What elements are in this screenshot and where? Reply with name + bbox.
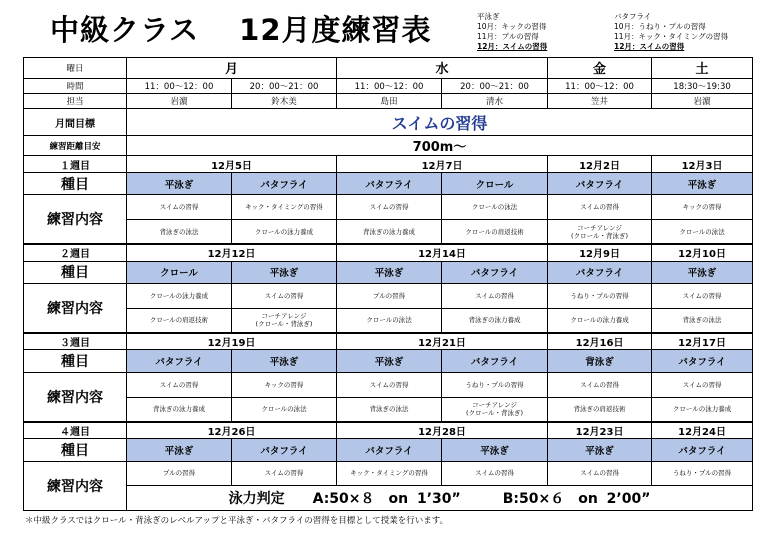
day-fri: 金 bbox=[548, 58, 652, 79]
content-cell: スイムの習得 bbox=[337, 372, 442, 397]
schedule-table bbox=[23, 57, 753, 511]
staff-cell: 岩濵 bbox=[652, 93, 753, 108]
note-line: 10月：うねり・プルの習得 bbox=[614, 22, 706, 31]
stroke-cell: 背泳ぎ bbox=[548, 350, 652, 373]
content-cell: クロールの肩返技術 bbox=[127, 308, 232, 333]
label-tantou: 担当 bbox=[24, 93, 127, 108]
week-label: １週目 bbox=[24, 156, 127, 172]
content-cell: スイムの習得 bbox=[232, 284, 337, 309]
time-cell: 11：00～12：00 bbox=[127, 78, 232, 93]
week-date: 12月21日 bbox=[337, 333, 548, 350]
stroke-cell: クロール bbox=[127, 261, 232, 284]
note-heading: 平泳ぎ bbox=[477, 12, 500, 21]
note-heading: バタフライ bbox=[614, 12, 652, 21]
label-naiyou: 練習内容 bbox=[24, 461, 127, 510]
time-cell: 20：00～21：00 bbox=[232, 78, 337, 93]
content-cell: スイムの習得 bbox=[652, 372, 753, 397]
content-cell: プルの習得 bbox=[127, 461, 232, 486]
content-cell: クロールの泳力養成 bbox=[232, 220, 337, 245]
week-date: 12月7日 bbox=[337, 156, 548, 172]
label-distance: 練習距離目安 bbox=[24, 135, 127, 156]
label-goal: 月間目標 bbox=[24, 109, 127, 136]
stroke-cell: 平泳ぎ bbox=[548, 439, 652, 462]
label-naiyou: 練習内容 bbox=[24, 372, 127, 421]
week-date: 12月5日 bbox=[127, 156, 337, 172]
stroke-cell: バタフライ bbox=[127, 350, 232, 373]
judgement-label: 泳力判定 bbox=[228, 491, 285, 508]
label-shumoku: 種目 bbox=[24, 261, 127, 284]
content-cell: クロールの泳力養成 bbox=[127, 284, 232, 309]
label-youbi: 曜日 bbox=[24, 58, 127, 79]
note-breaststroke bbox=[477, 12, 547, 52]
stroke-cell: バタフライ bbox=[337, 172, 442, 195]
week-date: 12月3日 bbox=[652, 156, 753, 172]
week-date: 12月10日 bbox=[652, 244, 753, 261]
note-line: 11月：キック・タイミングの習得 bbox=[614, 32, 729, 41]
content-cell: 背泳ぎの泳法 bbox=[127, 220, 232, 245]
content-cell: スイムの習得 bbox=[127, 372, 232, 397]
content-cell: 背泳ぎの泳法 bbox=[337, 397, 442, 422]
content-cell: 背泳ぎの泳力養成 bbox=[442, 308, 548, 333]
stroke-cell: バタフライ bbox=[652, 350, 753, 373]
content-cell: スイムの習得 bbox=[442, 461, 548, 486]
staff-cell: 清水 bbox=[442, 93, 548, 108]
title-main: 中級クラス bbox=[50, 13, 200, 47]
week-date: 12月28日 bbox=[337, 422, 548, 439]
stroke-cell: バタフライ bbox=[232, 439, 337, 462]
day-sat: 土 bbox=[652, 58, 753, 79]
content-cell: コーチアレンジ (クロール・背泳ぎ) bbox=[548, 220, 652, 245]
note-butterfly bbox=[614, 12, 728, 52]
content-cell: スイムの習得 bbox=[337, 195, 442, 220]
content-cell: スイムの習得 bbox=[548, 461, 652, 486]
content-cell: クロールの泳力養成 bbox=[652, 397, 753, 422]
stroke-cell: バタフライ bbox=[442, 350, 548, 373]
content-cell: プルの習得 bbox=[337, 284, 442, 309]
stroke-cell: バタフライ bbox=[442, 261, 548, 284]
content-cell: スイムの習得 bbox=[442, 284, 548, 309]
content-cell: クロールの泳力養成 bbox=[548, 308, 652, 333]
content-cell: スイムの習得 bbox=[652, 284, 753, 309]
stroke-cell: クロール bbox=[442, 172, 548, 195]
stroke-cell: 平泳ぎ bbox=[652, 261, 753, 284]
staff-cell: 島田 bbox=[337, 93, 442, 108]
note-line: 12月：スイムの習得 bbox=[614, 42, 685, 51]
week-date: 12月19日 bbox=[127, 333, 337, 350]
content-cell: うねり・プルの習得 bbox=[442, 372, 548, 397]
content-cell: スイムの習得 bbox=[548, 372, 652, 397]
content-cell: クロールの泳法 bbox=[337, 308, 442, 333]
week-date: 12月2日 bbox=[548, 156, 652, 172]
day-wed: 水 bbox=[337, 58, 548, 79]
week-date: 12月24日 bbox=[652, 422, 753, 439]
swim-judgement bbox=[127, 486, 753, 511]
staff-cell: 笠井 bbox=[548, 93, 652, 108]
staff-cell: 岩濵 bbox=[127, 93, 232, 108]
content-cell: 背泳ぎの泳力養成 bbox=[127, 397, 232, 422]
content-cell: キック・タイミングの習得 bbox=[232, 195, 337, 220]
content-cell: うねり・プルの習得 bbox=[652, 461, 753, 486]
week-date: 12月26日 bbox=[127, 422, 337, 439]
time-cell: 18:30～19:30 bbox=[652, 78, 753, 93]
content-cell: キックの習得 bbox=[232, 372, 337, 397]
stroke-cell: バタフライ bbox=[548, 261, 652, 284]
stroke-cell: 平泳ぎ bbox=[337, 350, 442, 373]
label-shumoku: 種目 bbox=[24, 439, 127, 462]
stroke-cell: 平泳ぎ bbox=[232, 350, 337, 373]
content-cell: 背泳ぎの肩返技術 bbox=[548, 397, 652, 422]
content-cell: クロールの泳法 bbox=[232, 397, 337, 422]
page-title bbox=[50, 8, 432, 49]
stroke-cell: 平泳ぎ bbox=[127, 439, 232, 462]
stroke-cell: 平泳ぎ bbox=[127, 172, 232, 195]
footnote: ＊中級クラスではクロール・背泳ぎのレベルアップと平泳ぎ・バタフライの習得を目標として授業を行います。 bbox=[25, 516, 449, 526]
content-cell: うねり・プルの習得 bbox=[548, 284, 652, 309]
label-shumoku: 種目 bbox=[24, 172, 127, 195]
week-date: 12月23日 bbox=[548, 422, 652, 439]
content-cell: クロールの泳法 bbox=[652, 220, 753, 245]
day-mon: 月 bbox=[127, 58, 337, 79]
note-line: 10月：キックの習得 bbox=[477, 22, 547, 31]
stroke-cell: バタフライ bbox=[548, 172, 652, 195]
time-cell: 11：00～12：00 bbox=[548, 78, 652, 93]
judgement-b: B:50×６ on 2’00” bbox=[502, 491, 651, 508]
title-sub: 12月度練習表 bbox=[239, 13, 432, 47]
stroke-cell: バタフライ bbox=[232, 172, 337, 195]
stroke-cell: バタフライ bbox=[652, 439, 753, 462]
content-cell: コーチアレンジ (クロール・背泳ぎ) bbox=[442, 397, 548, 422]
week-label: ４週目 bbox=[24, 422, 127, 439]
week-date: 12月12日 bbox=[127, 244, 337, 261]
content-cell: スイムの習得 bbox=[548, 195, 652, 220]
label-jikan: 時間 bbox=[24, 78, 127, 93]
week-date: 12月16日 bbox=[548, 333, 652, 350]
content-cell: コーチアレンジ (クロール・背泳ぎ) bbox=[232, 308, 337, 333]
week-date: 12月17日 bbox=[652, 333, 753, 350]
time-cell: 11：00～12：00 bbox=[337, 78, 442, 93]
distance-target: 700m～ bbox=[127, 135, 753, 156]
monthly-goal: スイムの習得 bbox=[127, 109, 753, 136]
stroke-cell: 平泳ぎ bbox=[652, 172, 753, 195]
judgement-a: A:50×８ on 1’30” bbox=[312, 491, 461, 508]
stroke-cell: 平泳ぎ bbox=[442, 439, 548, 462]
stroke-cell: 平泳ぎ bbox=[337, 261, 442, 284]
content-cell: クロールの肩返技術 bbox=[442, 220, 548, 245]
note-line: 12月：スイムの習得 bbox=[477, 42, 548, 51]
week-label: ３週目 bbox=[24, 333, 127, 350]
content-cell: スイムの習得 bbox=[127, 195, 232, 220]
content-cell: スイムの習得 bbox=[232, 461, 337, 486]
content-cell: 背泳ぎの泳力養成 bbox=[337, 220, 442, 245]
label-shumoku: 種目 bbox=[24, 350, 127, 373]
label-naiyou: 練習内容 bbox=[24, 195, 127, 244]
content-cell: キックの習得 bbox=[652, 195, 753, 220]
week-date: 12月14日 bbox=[337, 244, 548, 261]
stroke-cell: バタフライ bbox=[337, 439, 442, 462]
content-cell: 背泳ぎの泳法 bbox=[652, 308, 753, 333]
content-cell: クロールの泳法 bbox=[442, 195, 548, 220]
staff-cell: 鈴木美 bbox=[232, 93, 337, 108]
week-date: 12月9日 bbox=[548, 244, 652, 261]
time-cell: 20：00～21：00 bbox=[442, 78, 548, 93]
stroke-cell: 平泳ぎ bbox=[232, 261, 337, 284]
note-line: 11月：プルの習得 bbox=[477, 32, 539, 41]
week-label: ２週目 bbox=[24, 244, 127, 261]
content-cell: キック・タイミングの習得 bbox=[337, 461, 442, 486]
label-naiyou: 練習内容 bbox=[24, 284, 127, 333]
